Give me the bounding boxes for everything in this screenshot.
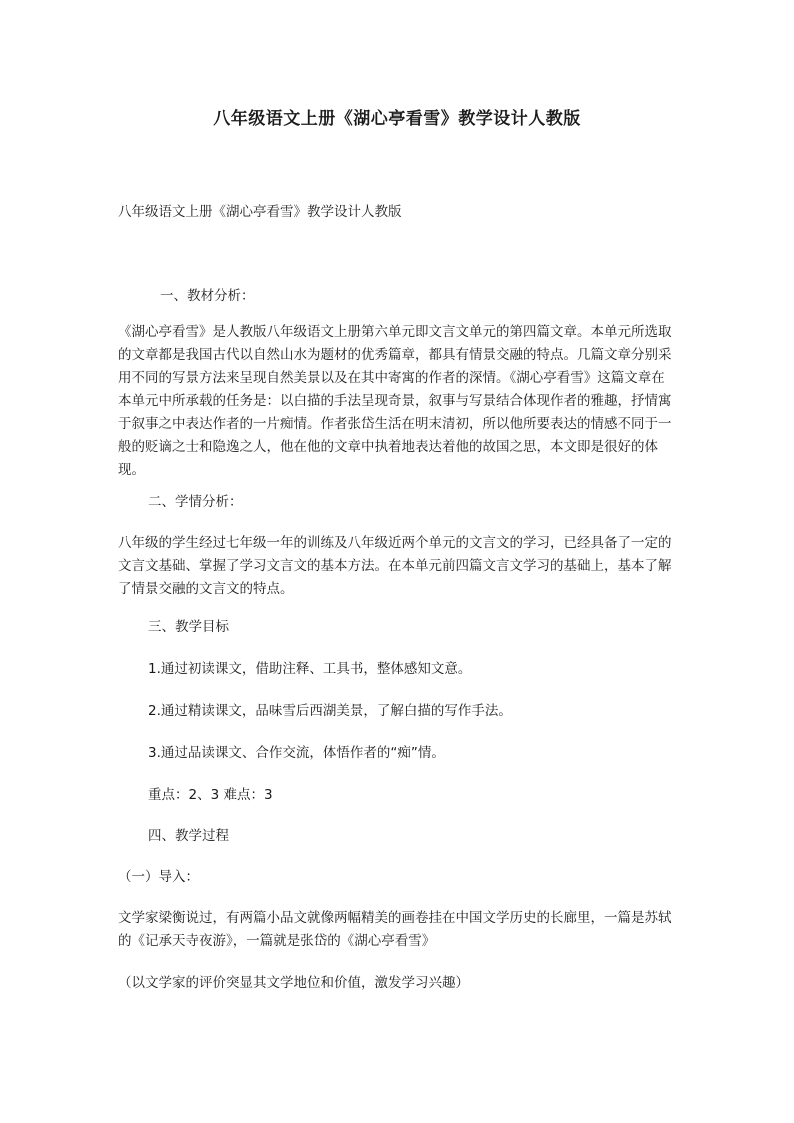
goal-2: 2.通过精读课文，品味雪后西湖美景，了解白描的写作手法。 xyxy=(148,703,512,719)
step-1-note: （以文学家的评价突显其文学地位和价值，激发学习兴趣） xyxy=(118,975,469,991)
section-1-heading: 一、教材分析： xyxy=(160,288,255,304)
goal-3: 3.通过品读课文、合作交流，体悟作者的“痴”情。 xyxy=(148,745,445,761)
document-title: 八年级语文上册《湖心亭看雪》教学设计人教版 xyxy=(213,109,581,129)
step-1-body: 文学家梁衡说过，有两篇小品文就像两幅精美的画卷挂在中国文学历史的长廊里，一篇是苏轼的《记承天寺夜游》，一篇就是张岱的《湖心亭看雪》 xyxy=(118,910,672,949)
section-4-heading: 四、教学过程 xyxy=(148,828,229,844)
section-2-body: 八年级的学生经过七年级一年的训练及八年级近两个单元的文言文的学习，已经具备了一定的文言文基础、掌握了学习文言文的基本方法。在本单元前四篇文言文学习的基础上，基本了解了情景交融的文言文的特点。 xyxy=(118,535,672,597)
step-1-heading: （一）导入： xyxy=(118,869,199,885)
section-2-heading: 二、学情分析： xyxy=(148,494,243,510)
document-subtitle: 八年级语文上册《湖心亭看雪》教学设计人教版 xyxy=(118,204,402,220)
section-1-body: 《湖心亭看雪》是人教版八年级语文上册第六单元即文言文单元的第四篇文章。本单元所选取的文章都是我国古代以自然山水为题材的优秀篇章，都具有情景交融的特点。几篇文章分别采用不同的写景方法来呈现自然美景以及在其中寄寓的作者的深情。《湖心亭看雪》这篇文章在本单元中所承载的任务是：以白描的手法呈现奇景，叙事与写景结合体现作者的雅趣，抒情寓于叙事之中表达作者的一片痴情。作者张岱生活在明末清初，所以他所要表达的情感不同于一般的贬谪之士和隐逸之人，他在他的文章中执着地表达着他的故国之思，本文即是很好的体现。 xyxy=(118,324,672,478)
key-points: 重点：2、3 难点：3 xyxy=(148,787,273,803)
section-3-heading: 三、教学目标 xyxy=(148,619,229,635)
goal-1: 1.通过初读课文，借助注释、工具书，整体感知文意。 xyxy=(148,661,472,677)
